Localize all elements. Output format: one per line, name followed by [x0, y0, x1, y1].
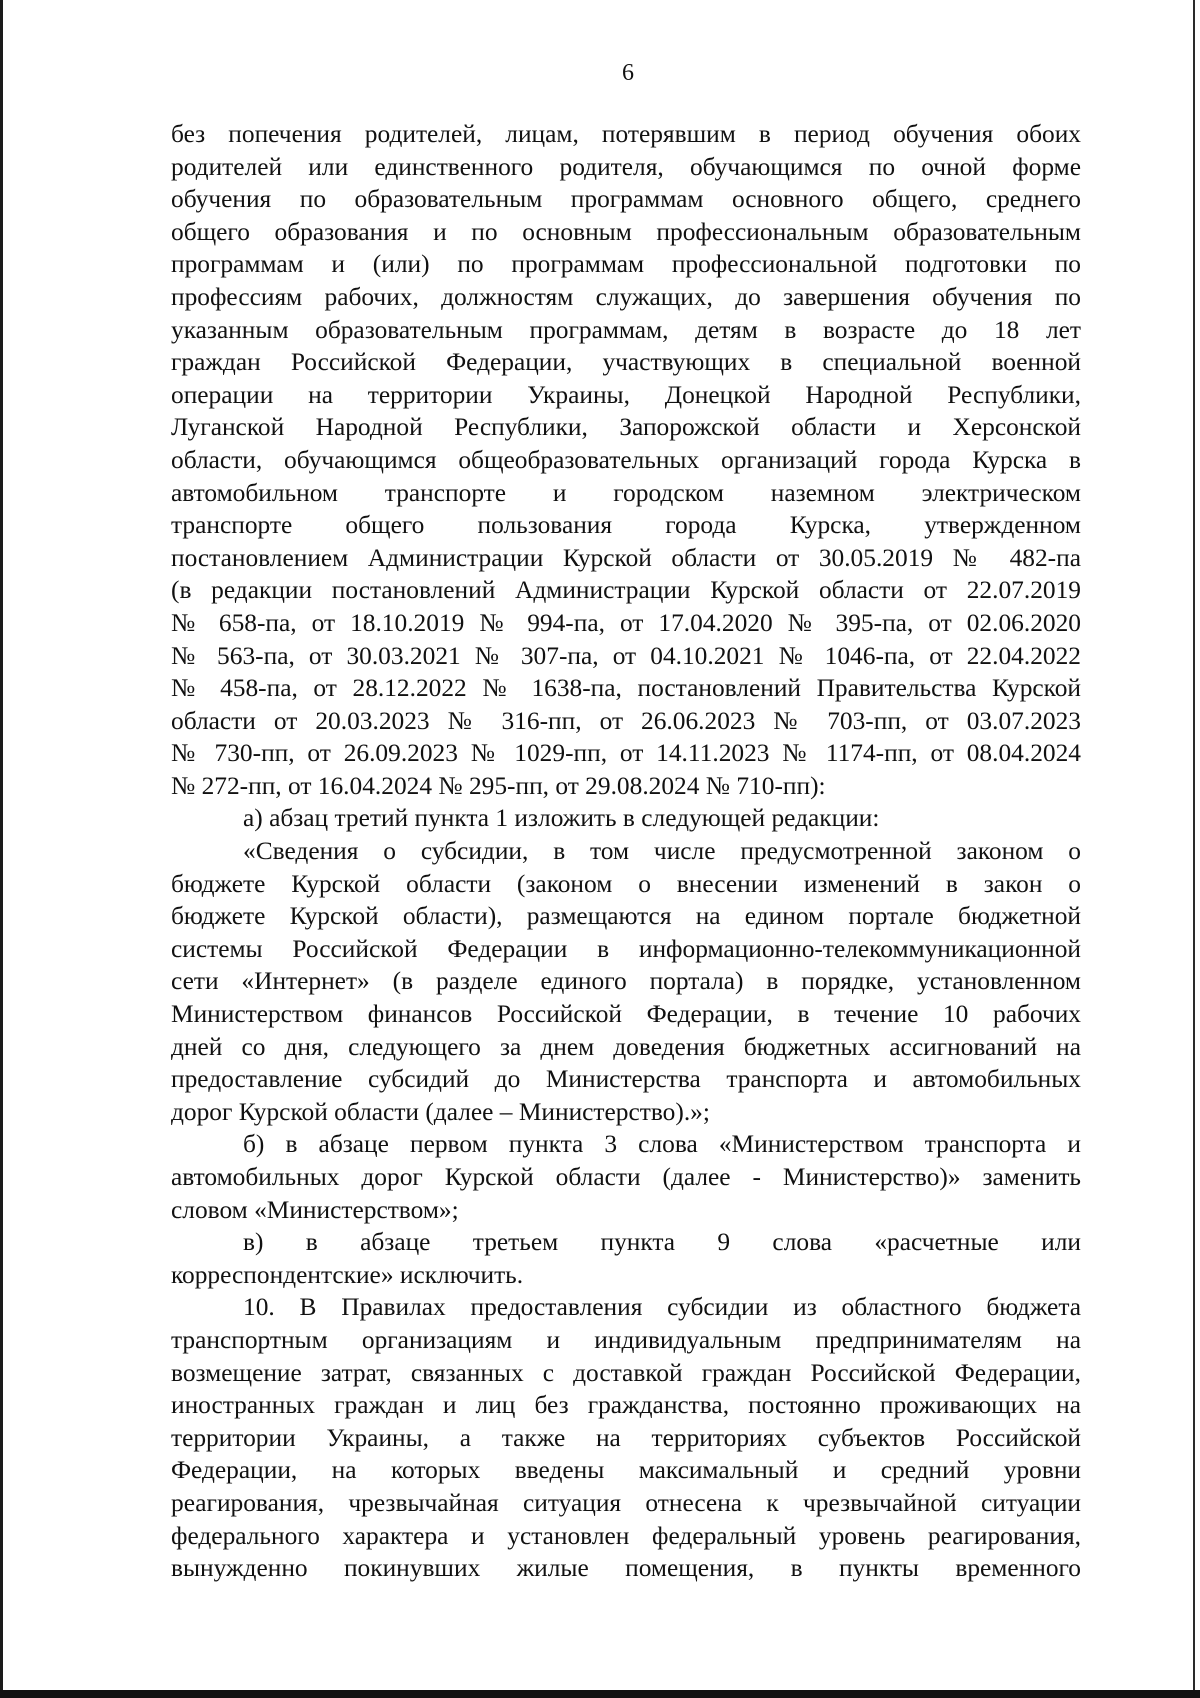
- text-line: 10. В Правилах предоставления субсидии из областного бюджета: [243, 1293, 1081, 1322]
- text-line: Федерации, на которых введены максимальный и средний уровни: [171, 1456, 1081, 1485]
- text-line: сети «Интернет» (в разделе единого портала) в порядке, установленном: [171, 967, 1081, 996]
- text-line: вынужденно покинувших жилые помещения, в пункты временного: [171, 1554, 1081, 1583]
- text-line: возмещение затрат, связанных с доставкой граждан Российской Федерации,: [171, 1358, 1081, 1387]
- text-line: профессиям рабочих, должностям служащих, до завершения обучения по: [171, 282, 1081, 311]
- text-line: дорог Курской области (далее – Министерство).»;: [171, 1097, 710, 1126]
- text-line: области, обучающимся общеобразовательных организаций города Курска в: [171, 445, 1081, 474]
- text-line: дней со дня, следующего за днем доведения бюджетных ассигнований на: [171, 1032, 1081, 1061]
- text-line: федерального характера и установлен федеральный уровень реагирования,: [171, 1521, 1081, 1550]
- scan-border-right: [1193, 0, 1200, 1698]
- text-line: № 458-па, от 28.12.2022 № 1638-па, постановлений Правительства Курской: [171, 674, 1081, 703]
- text-line: указанным образовательным программам, детям в возрасте до 18 лет: [171, 315, 1081, 344]
- document-body: [171, 118, 1081, 1585]
- text-line: б) в абзаце первом пункта 3 слова «Министерством транспорта и: [243, 1130, 1081, 1159]
- text-line: граждан Российской Федерации, участвующих в специальной военной: [171, 348, 1081, 377]
- paragraph: [171, 118, 1081, 802]
- text-line: № 658-па, от 18.10.2019 № 994-па, от 17.04.2020 № 395-па, от 02.06.2020: [171, 608, 1081, 637]
- text-line: предоставление субсидий до Министерства транспорта и автомобильных: [171, 1065, 1081, 1094]
- text-line: реагирования, чрезвычайная ситуация отнесена к чрезвычайной ситуации: [171, 1488, 1081, 1517]
- text-line: Министерством финансов Российской Федерации, в течение 10 рабочих: [171, 1000, 1081, 1029]
- text-line: родителей или единственного родителя, обучающимся по очной форме: [171, 152, 1081, 181]
- scan-border-left: [0, 0, 3, 1698]
- paragraph: [171, 802, 1081, 835]
- text-line: а) абзац третий пункта 1 изложить в следующей редакции:: [243, 804, 880, 833]
- text-line: Луганской Народной Республики, Запорожской области и Херсонской: [171, 413, 1081, 442]
- text-line: транспортным организациям и индивидуальным предпринимателям на: [171, 1325, 1081, 1354]
- text-line: № 563-па, от 30.03.2021 № 307-па, от 04.10.2021 № 1046-па, от 22.04.2022: [171, 641, 1081, 670]
- page-number: 6: [622, 60, 634, 86]
- text-line: № 730-пп, от 26.09.2023 № 1029-пп, от 14.11.2023 № 1174-пп, от 08.04.2024: [171, 739, 1081, 768]
- text-line: обучения по образовательным программам основного общего, среднего: [171, 185, 1081, 214]
- paragraph: [171, 1226, 1081, 1291]
- text-line: в) в абзаце третьем пункта 9 слова «расчетные или: [243, 1228, 1081, 1257]
- text-line: операции на территории Украины, Донецкой Народной Республики,: [171, 380, 1081, 409]
- text-line: территории Украины, а также на территориях субъектов Российской: [171, 1423, 1081, 1452]
- text-line: автомобильных дорог Курской области (далее - Министерство)» заменить: [171, 1163, 1081, 1191]
- text-line: постановлением Администрации Курской области от 30.05.2019 № 482-па: [171, 543, 1081, 572]
- text-line: системы Российской Федерации в информационно-телекоммуникационной: [171, 934, 1081, 963]
- scan-border-bottom: [0, 1690, 1200, 1698]
- text-line: «Сведения о субсидии, в том числе предусмотренной законом о: [243, 837, 1081, 866]
- text-line: словом «Министерством»;: [171, 1195, 459, 1224]
- text-line: иностранных граждан и лиц без гражданства, постоянно проживающих на: [171, 1391, 1081, 1420]
- text-line: программам и (или) по программам профессиональной подготовки по: [171, 250, 1081, 279]
- text-line: бюджете Курской области (законом о внесении изменений в закон о: [171, 869, 1081, 898]
- text-line: № 272-пп, от 16.04.2024 № 295-пп, от 29.08.2024 № 710-пп):: [171, 771, 826, 800]
- text-line: транспорте общего пользования города Курска, утвержденном: [171, 511, 1081, 540]
- paragraph: [171, 1291, 1081, 1584]
- text-line: области от 20.03.2023 № 316-пп, от 26.06.2023 № 703-пп, от 03.07.2023: [171, 706, 1081, 735]
- text-line: бюджете Курской области), размещаются на едином портале бюджетной: [171, 902, 1081, 931]
- paragraph: [171, 1128, 1081, 1226]
- text-line: (в редакции постановлений Администрации Курской области от 22.07.2019: [171, 576, 1081, 605]
- text-line: без попечения родителей, лицам, потерявшим в период обучения обоих: [171, 120, 1081, 148]
- text-line: корреспондентские» исключить.: [171, 1260, 524, 1289]
- paragraph: [171, 835, 1081, 1128]
- text-line: автомобильном транспорте и городском наземном электрическом: [171, 478, 1081, 507]
- text-line: общего образования и по основным профессиональным образовательным: [171, 217, 1081, 246]
